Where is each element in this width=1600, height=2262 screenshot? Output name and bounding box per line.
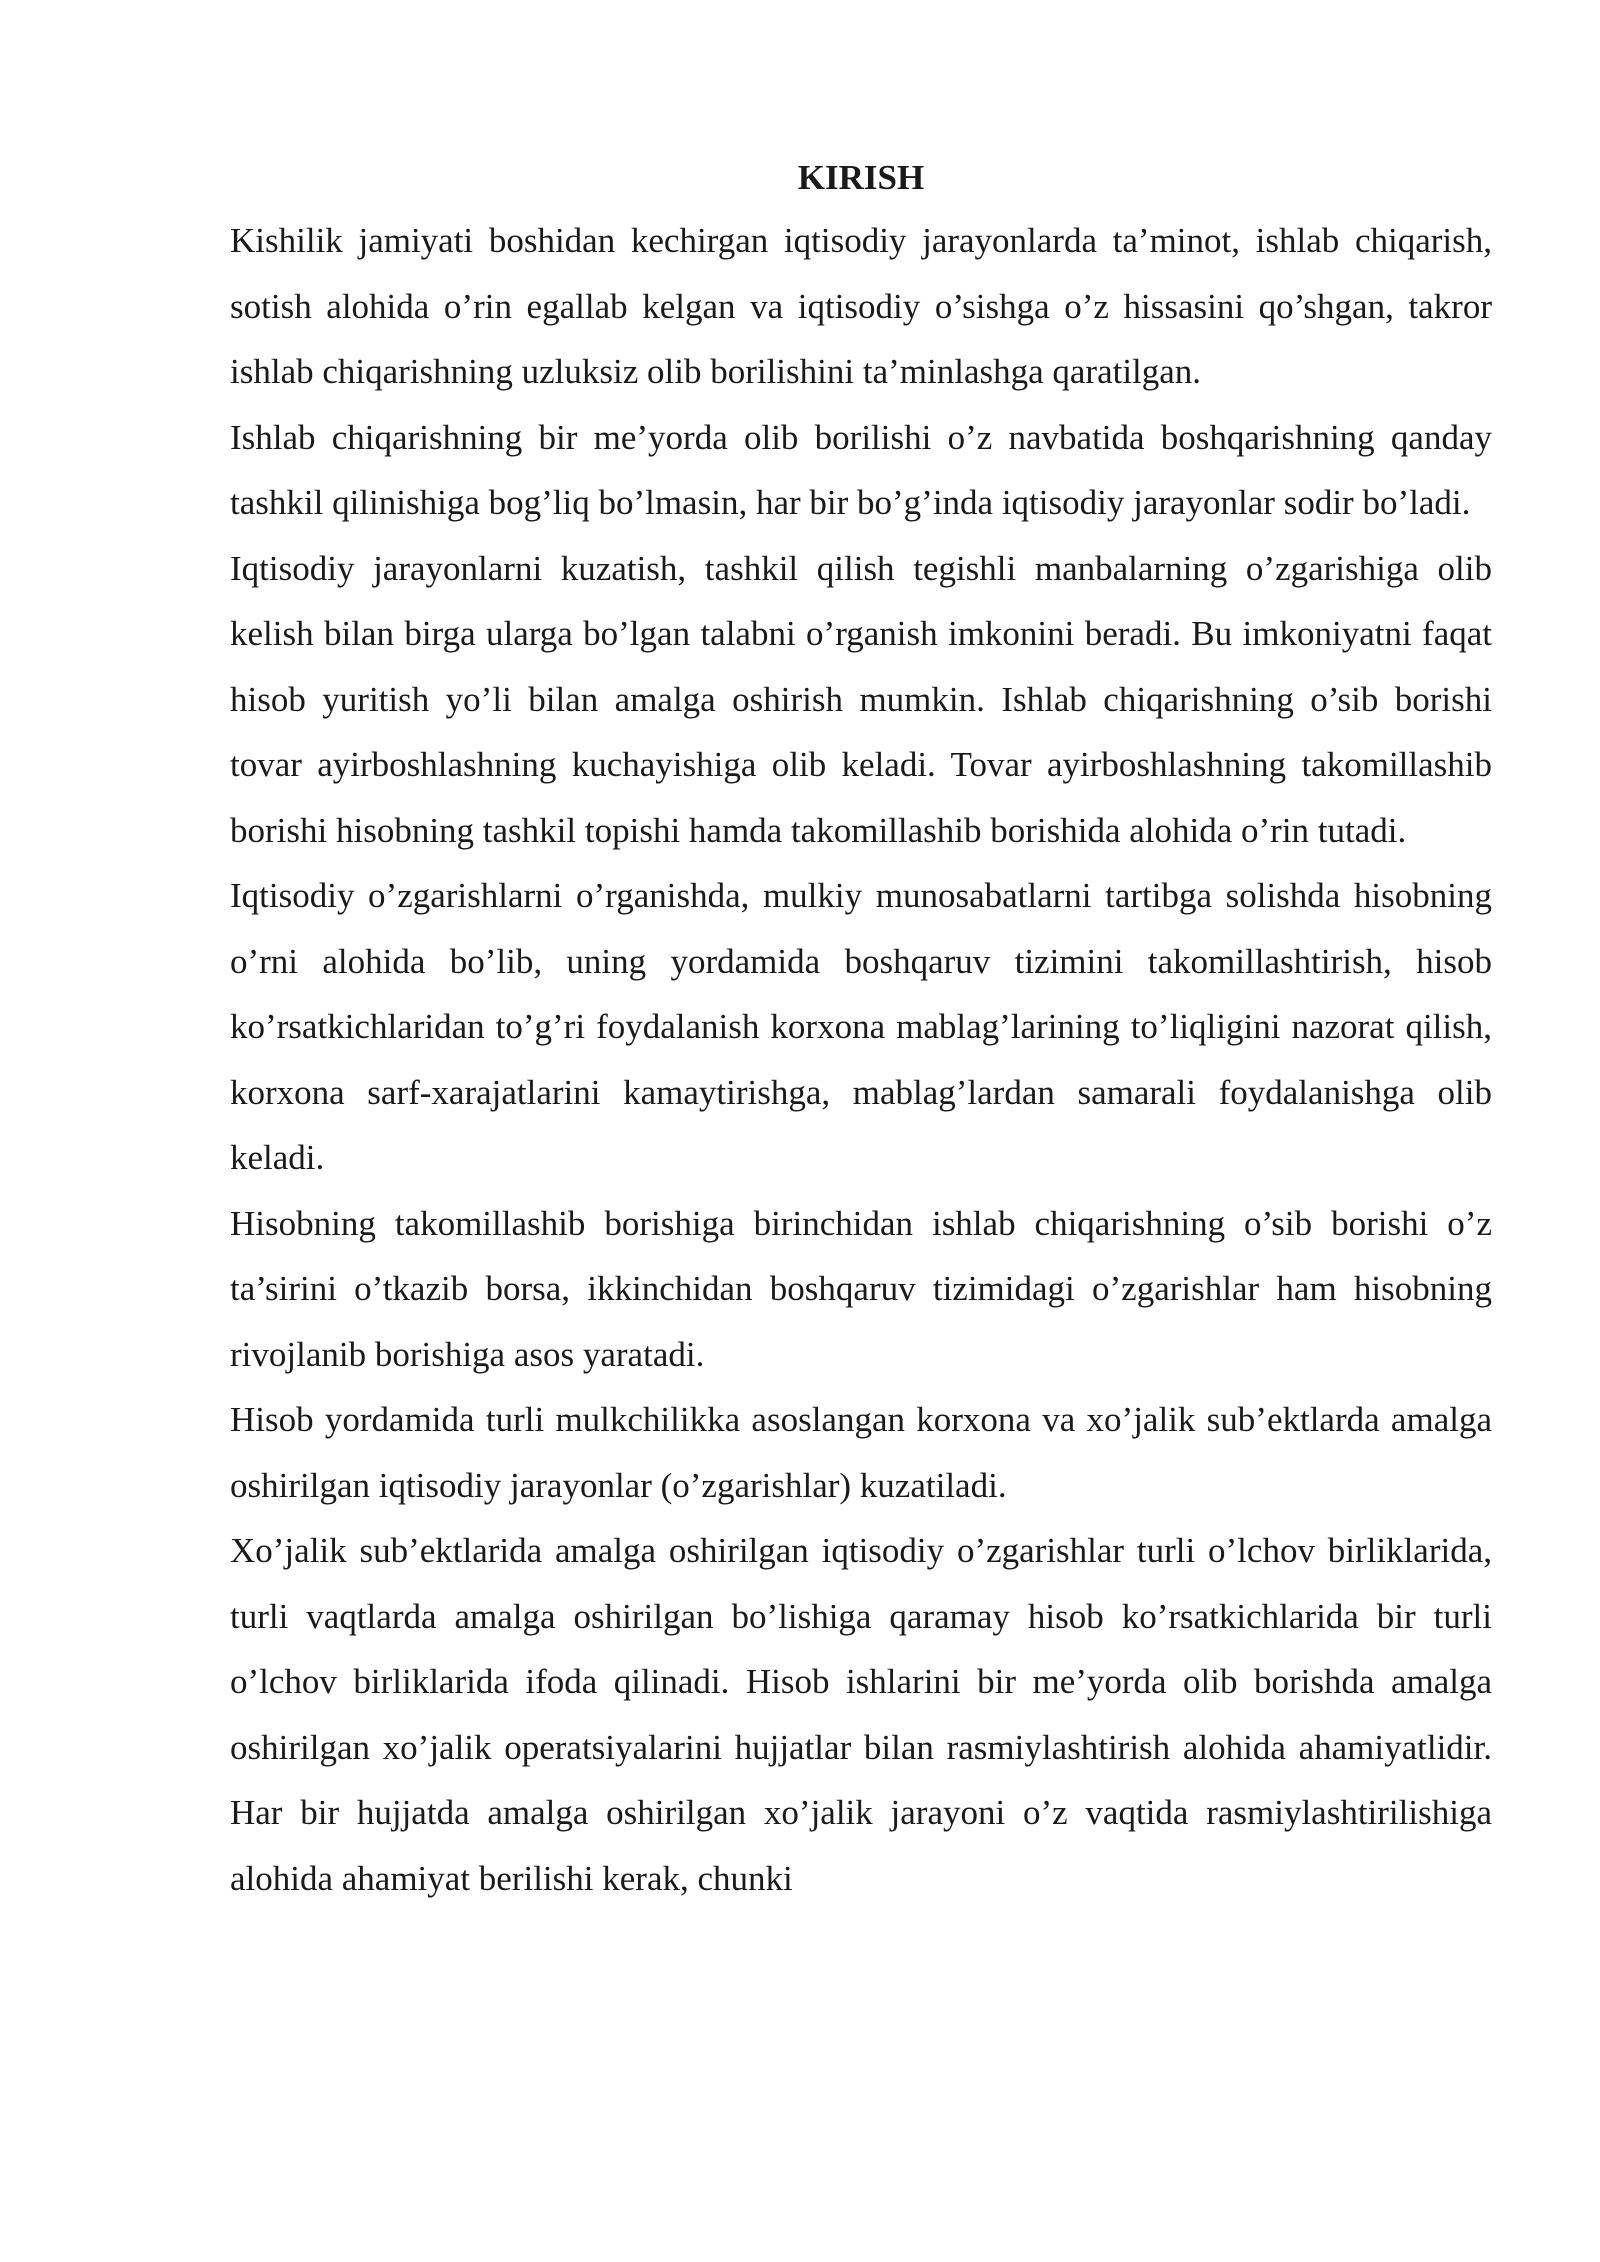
paragraph: Iqtisodiy o’zgarishlarni o’rganishda, mulkiy munosabatlarni tartibga solishda hisobning o’rni alohida bo’lib, uning yordamida boshqaruv tizimini takomillashtirish, hisob ko’rsatkichlaridan to’g’ri foydalanish korxona mablag’larining to’liqligini nazorat qilish, korxona sarf-xarajatlarini kamaytirishga, mablag’lardan samarali foydalanishga olib keladi.	[230, 876, 1492, 1177]
document-body	[230, 148, 1492, 1911]
paragraph: Kishilik jamiyati boshidan kechirgan iqtisodiy jarayonlarda ta’minot, ishlab chiqarish, sotish alohida o’rin egallab kelgan va iqtisodiy o’sishga o’z hissasini qo’shgan, takror ishlab chiqarishning uzluksiz olib borilishini ta’minlashga qaratilgan.	[230, 221, 1492, 391]
page-title: KIRISH	[797, 158, 925, 197]
paragraph: Hisob yordamida turli mulkchilikka asoslangan korxona va xo’jalik sub’ektlarda amalga oshirilgan iqtisodiy jarayonlar (o’zgarishlar) kuzatiladi.	[230, 1400, 1492, 1505]
paragraph: Hisobning takomillashib borishiga birinchidan ishlab chiqarishning o’sib borishi o’z ta’sirini o’tkazib borsa, ikkinchidan boshqaruv tizimidagi o’zgarishlar ham hisobning rivojlanib borishiga asos yaratadi.	[230, 1203, 1492, 1374]
paragraph: Iqtisodiy jarayonlarni kuzatish, tashkil qilish tegishli manbalarning o’zgarishiga olib kelish bilan birga ularga bo’lgan talabni o’rganish imkonini beradi. Bu imkoniyatni faqat hisob yuritish yo’li bilan amalga oshirish mumkin. Ishlab chiqarishning o’sib borishi tovar ayirboshlashning kuchayishiga olib keladi. Tovar ayirboshlashning takomillashib borishi hisobning tashkil topishi hamda takomillashib borishida alohida o’rin tutadi.	[230, 548, 1492, 850]
paragraph: Xo’jalik sub’ektlarida amalga oshirilgan iqtisodiy o’zgarishlar turli o’lchov birliklarida, turli vaqtlarda amalga oshirilgan bo’lishiga qaramay hisob ko’rsatkichlarida bir turli o’lchov birliklarida ifoda qilinadi. Hisob ishlarini bir me’yorda olib borishda amalga oshirilgan xo’jalik operatsiyalarini hujjatlar bilan rasmiylashtirish alohida ahamiyatlidir. Har bir hujjatda amalga oshirilgan xo’jalik jarayoni o’z vaqtida rasmiylashtirilishiga alohida ahamiyat berilishi kerak, chunki	[230, 1531, 1492, 1898]
paragraph: Ishlab chiqarishning bir me’yorda olib borilishi o’z navbatida boshqarishning qanday tashkil qilinishiga bog’liq bo’lmasin, har bir bo’g’inda iqtisodiy jarayonlar sodir bo’ladi.	[230, 417, 1492, 522]
